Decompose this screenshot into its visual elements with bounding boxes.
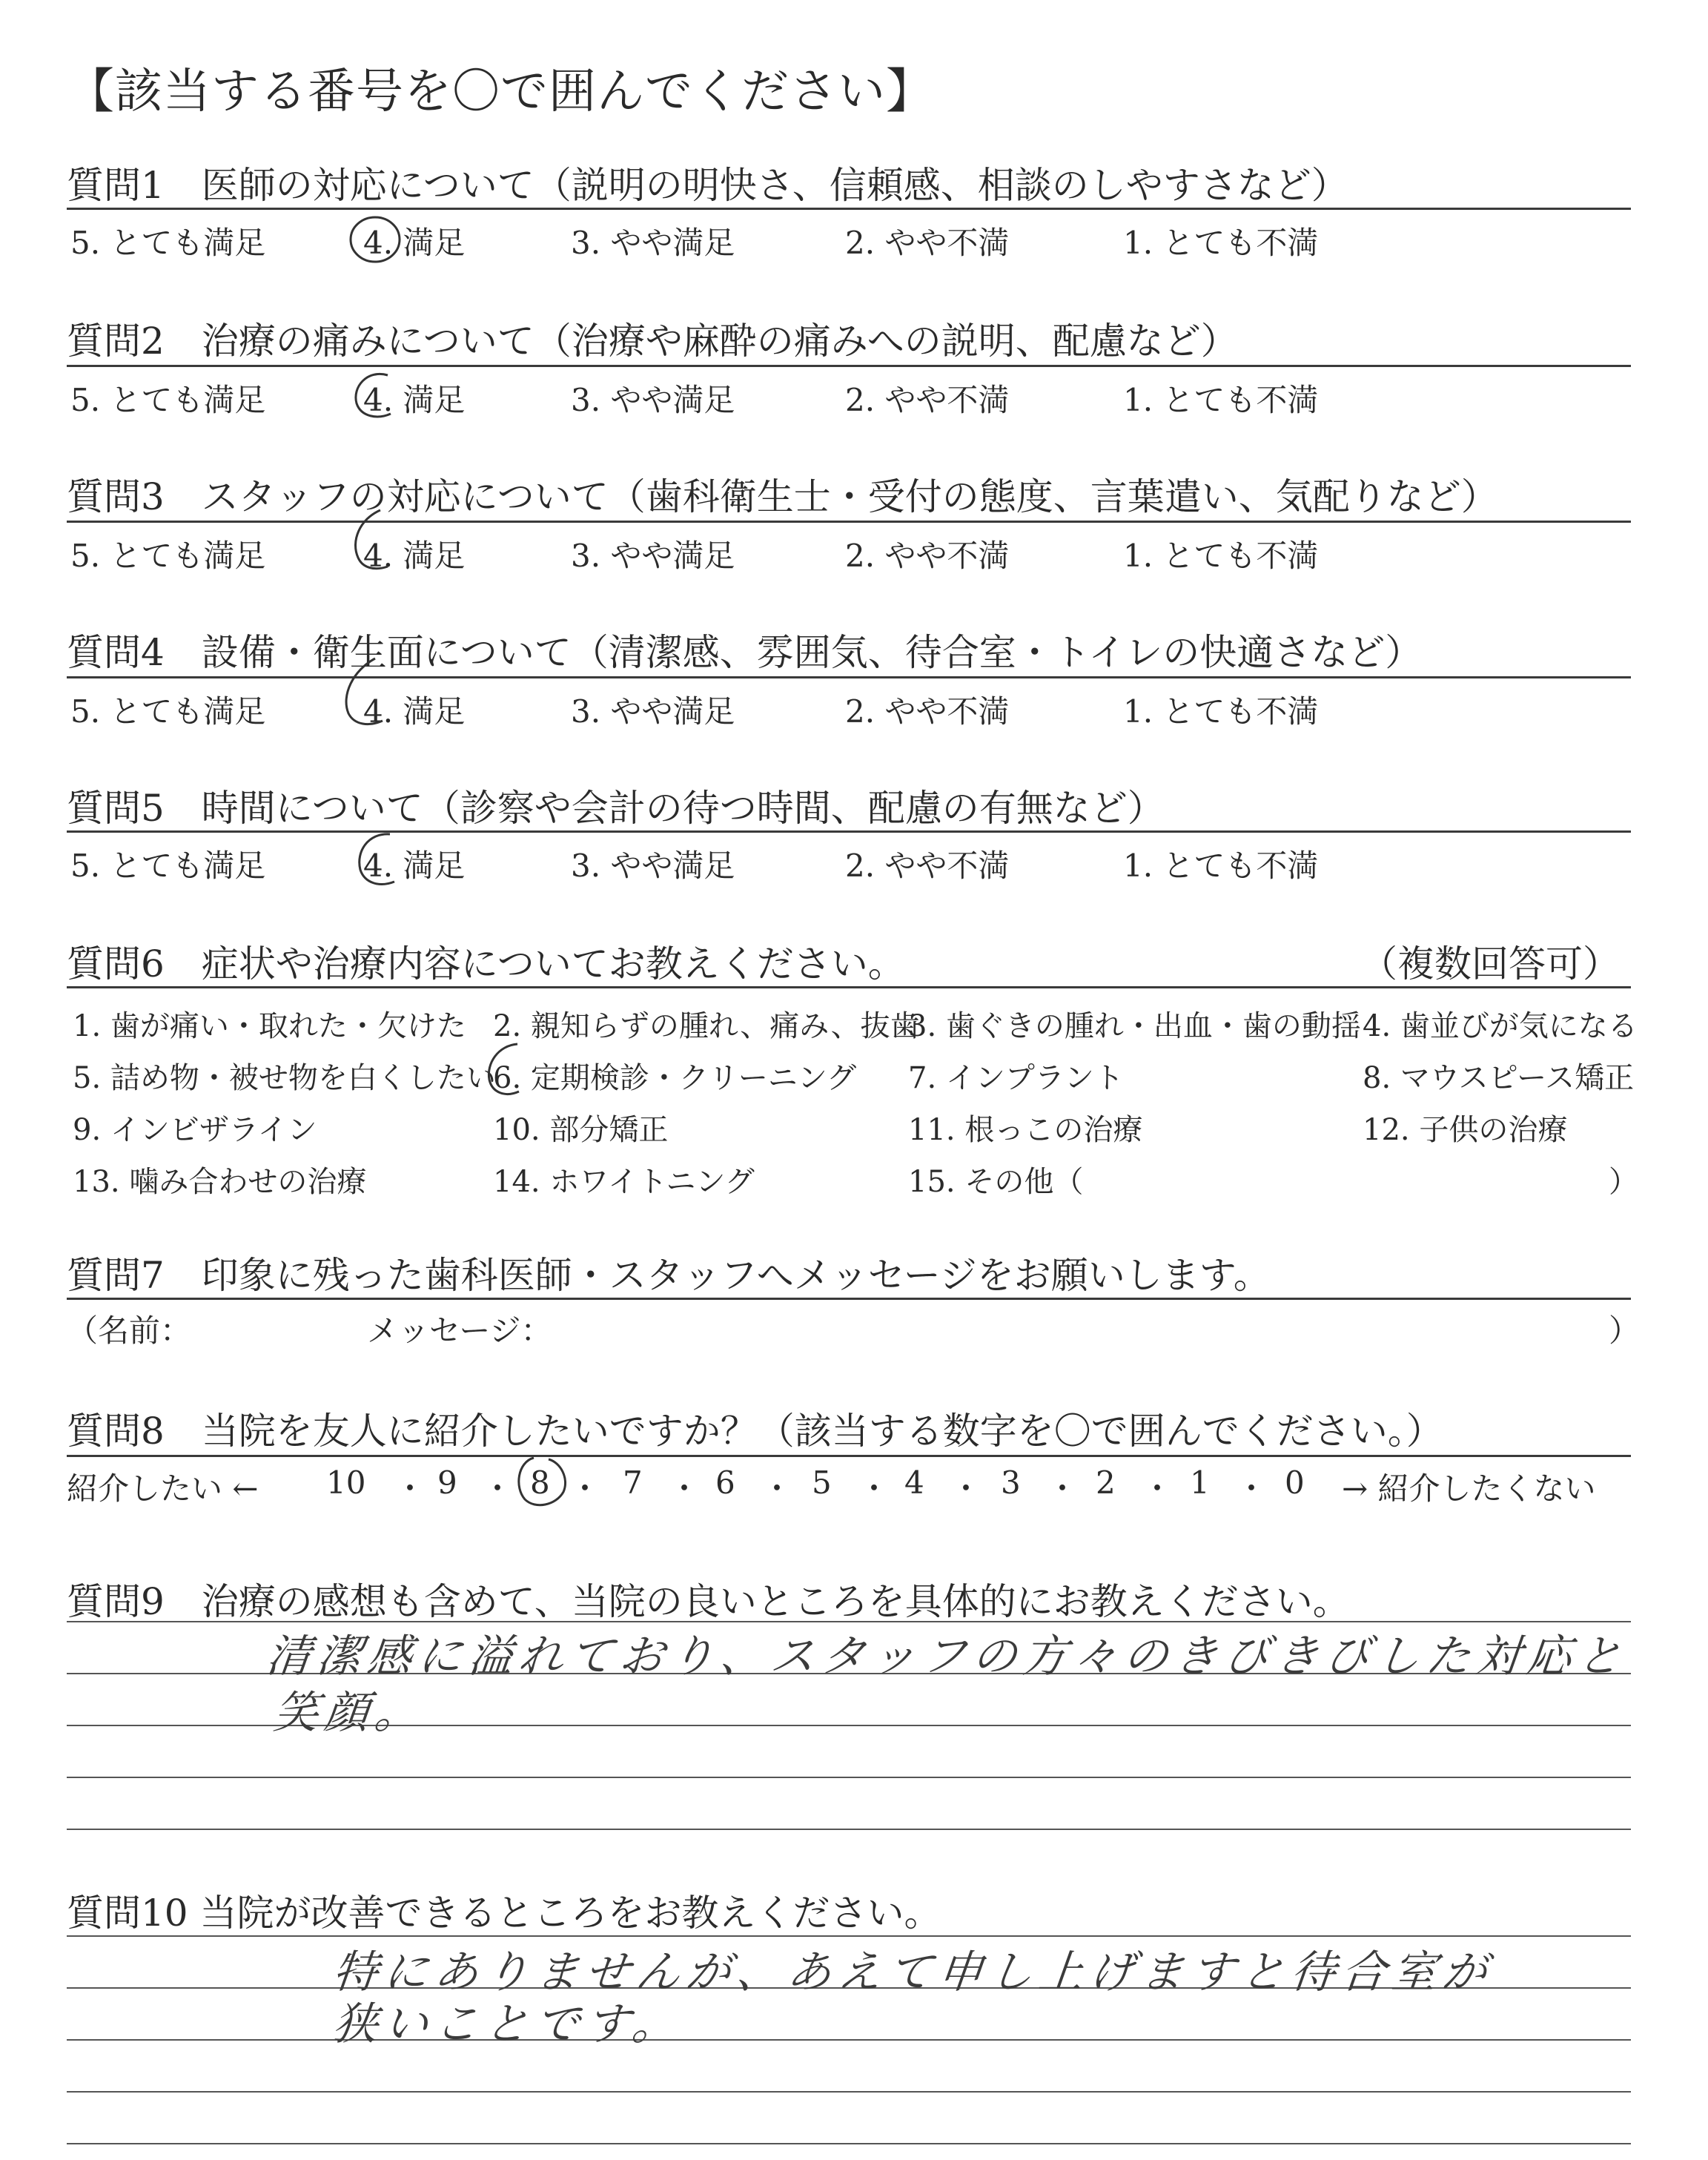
message-label: メッセージ：: [367, 1312, 552, 1349]
rating-option-2[interactable]: 2. やや不満: [845, 693, 1010, 730]
scale-option-0[interactable]: 0: [1285, 1464, 1305, 1501]
rating-option-4[interactable]: 4. 満足: [363, 382, 466, 418]
recommend-left-label: 紹介したい ←: [67, 1470, 259, 1507]
rating-option-2[interactable]: 2. やや不満: [845, 382, 1010, 418]
rating-option-3[interactable]: 3. やや満足: [571, 538, 735, 574]
rating-option-3[interactable]: 3. やや満足: [571, 693, 735, 730]
answer-line: [67, 2091, 1631, 2093]
symptom-option-12[interactable]: 12. 子供の治療: [1363, 1113, 1568, 1147]
symptom-option-9[interactable]: 9. インビザライン: [73, 1113, 317, 1147]
question-9-title: 質問9 治療の感想も含めて、当院の良いところを具体的にお教えください。: [67, 1580, 1350, 1623]
rating-option-4[interactable]: 4. 満足: [363, 225, 466, 261]
rating-option-3[interactable]: 3. やや満足: [571, 382, 735, 418]
scale-dot: ・: [1142, 1470, 1174, 1507]
other-close-paren: ）: [1609, 1165, 1638, 1199]
symptom-option-11[interactable]: 11. 根っこの治療: [908, 1113, 1143, 1147]
divider: [67, 1298, 1631, 1300]
scale-option-2[interactable]: 2: [1096, 1464, 1116, 1501]
rating-option-3[interactable]: 3. やや満足: [571, 225, 735, 261]
question-1-title: 質問1 医師の対応について（説明の明快さ、信頼感、相談のしやすさなど）: [67, 164, 1348, 207]
rating-option-5[interactable]: 5. とても満足: [70, 848, 266, 884]
answer-line: [67, 2039, 1631, 2041]
question-3-title: 質問3 スタッフの対応について（歯科衛生士・受付の態度、言葉遣い、気配りなど）: [67, 475, 1498, 518]
scale-dot: ・: [858, 1470, 890, 1507]
divider: [67, 365, 1631, 367]
scale-option-4[interactable]: 4: [904, 1464, 924, 1501]
recommend-right-label: → 紹介したくない: [1342, 1470, 1596, 1507]
rating-option-1[interactable]: 1. とても不満: [1123, 538, 1319, 574]
divider: [67, 830, 1631, 833]
rating-option-2[interactable]: 2. やや不満: [845, 225, 1010, 261]
rating-option-2[interactable]: 2. やや不満: [845, 848, 1010, 884]
rating-option-5[interactable]: 5. とても満足: [70, 693, 266, 730]
question-7-title: 質問7 印象に残った歯科医師・スタッフへメッセージをお願いします。: [67, 1254, 1271, 1297]
handwritten-answer-line-1: 清潔感に溢れており、スタッフの方々のきびきびした対応と: [263, 1631, 1631, 1682]
scale-option-7[interactable]: 7: [623, 1464, 643, 1501]
answer-line: [67, 2143, 1631, 2144]
message-close-paren: ）: [1609, 1312, 1641, 1349]
symptom-option-5[interactable]: 5. 詰め物・被せ物を白くしたい: [73, 1061, 496, 1095]
circle-mark-icon: [480, 1038, 532, 1105]
circle-mark-icon: [345, 504, 404, 578]
circle-mark-icon: [347, 827, 406, 894]
symptom-option-14[interactable]: 14. ホワイトニング: [493, 1165, 755, 1199]
scale-option-6[interactable]: 6: [715, 1464, 735, 1501]
name-label: （名前：: [67, 1312, 192, 1349]
symptom-option-4[interactable]: 4. 歯並びが気になる: [1363, 1009, 1638, 1043]
handwritten-answer-line-2: 狭いことです。: [330, 1998, 686, 2050]
symptom-option-8[interactable]: 8. マウスピース矯正: [1363, 1061, 1635, 1095]
rating-option-5[interactable]: 5. とても満足: [70, 538, 266, 574]
circle-mark-icon: [347, 214, 403, 265]
symptom-option-15[interactable]: 15. その他（: [908, 1165, 1084, 1199]
divider: [67, 986, 1631, 988]
form-header: 【該当する番号を〇で囲んでください】: [67, 65, 934, 119]
circle-mark-icon: [334, 653, 400, 734]
scale-dot: ・: [1047, 1470, 1079, 1507]
scale-option-1[interactable]: 1: [1190, 1464, 1210, 1501]
circle-mark-icon: [512, 1452, 571, 1511]
rating-option-1[interactable]: 1. とても不満: [1123, 848, 1319, 884]
question-4-title: 質問4 設備・衛生面について（清潔感、雰囲気、待合室・トイレの快適さなど）: [67, 631, 1423, 674]
divider: [67, 208, 1631, 210]
scale-dot: ・: [394, 1470, 426, 1507]
question-10-title: 質問10 当院が改善できるところをお教えください。: [67, 1892, 941, 1935]
circle-mark-icon: [345, 365, 404, 424]
answer-line: [67, 1777, 1631, 1778]
rating-option-5[interactable]: 5. とても満足: [70, 225, 266, 261]
handwritten-answer-line-1: 特にありませんが、あえて申し上げますと待合室が: [330, 1946, 1496, 1998]
question-6-title: 質問6 症状や治療内容についてお教えください。: [67, 942, 905, 985]
symptom-option-2[interactable]: 2. 親知らずの腫れ、痛み、抜歯: [493, 1009, 920, 1043]
rating-option-4[interactable]: 4. 満足: [363, 538, 466, 574]
scale-option-5[interactable]: 5: [812, 1464, 832, 1501]
scale-dot: ・: [950, 1470, 982, 1507]
symptom-option-10[interactable]: 10. 部分矯正: [493, 1113, 669, 1147]
scale-dot: ・: [761, 1470, 793, 1507]
scale-dot: ・: [1236, 1470, 1268, 1507]
rating-option-2[interactable]: 2. やや不満: [845, 538, 1010, 574]
scale-dot: ・: [482, 1470, 514, 1507]
rating-option-5[interactable]: 5. とても満足: [70, 382, 266, 418]
multiple-answer-note: （複数回答可）: [1360, 942, 1620, 985]
question-5-title: 質問5 時間について（診察や会計の待つ時間、配慮の有無など）: [67, 787, 1165, 830]
rating-option-3[interactable]: 3. やや満足: [571, 848, 735, 884]
scale-option-3[interactable]: 3: [1001, 1464, 1021, 1501]
scale-dot: ・: [569, 1470, 601, 1507]
rating-option-1[interactable]: 1. とても不満: [1123, 225, 1319, 261]
question-8-title: 質問8 当院を友人に紹介したいですか？（該当する数字を〇で囲んでください。）: [67, 1410, 1443, 1453]
rating-option-1[interactable]: 1. とても不満: [1123, 693, 1319, 730]
divider: [67, 1455, 1631, 1457]
symptom-option-13[interactable]: 13. 噛み合わせの治療: [73, 1165, 367, 1199]
handwritten-answer-line-2: 笑顔。: [271, 1687, 428, 1739]
answer-line: [67, 1829, 1631, 1830]
scale-dot: ・: [669, 1470, 701, 1507]
divider: [67, 676, 1631, 678]
symptom-option-3[interactable]: 3. 歯ぐきの腫れ・出血・歯の動揺: [908, 1009, 1361, 1043]
scale-option-10[interactable]: 10: [326, 1464, 366, 1501]
symptom-option-7[interactable]: 7. インプラント: [908, 1061, 1124, 1095]
rating-option-4[interactable]: 4. 満足: [363, 848, 466, 884]
question-2-title: 質問2 治療の痛みについて（治療や麻酔の痛みへの説明、配慮など）: [67, 320, 1238, 363]
rating-option-1[interactable]: 1. とても不満: [1123, 382, 1319, 418]
rating-option-4[interactable]: 4. 満足: [363, 693, 466, 730]
scale-option-9[interactable]: 9: [437, 1464, 457, 1501]
symptom-option-6[interactable]: 6. 定期検診・クリーニング: [493, 1061, 857, 1095]
symptom-option-1[interactable]: 1. 歯が痛い・取れた・欠けた: [73, 1009, 466, 1043]
divider: [67, 521, 1631, 523]
scale-option-8[interactable]: 8: [530, 1464, 550, 1501]
